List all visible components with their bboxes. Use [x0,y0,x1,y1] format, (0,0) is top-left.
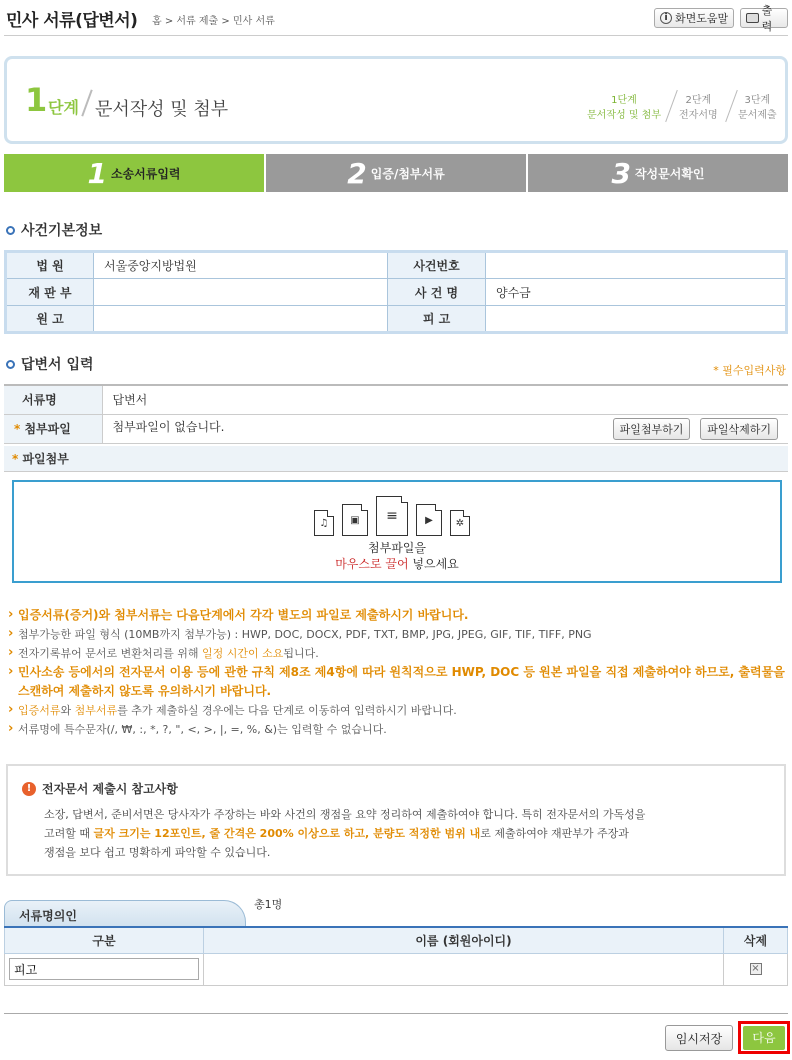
drop-zone-line1: 첨부파일을 [368,541,426,555]
mini-step-2 [679,93,718,123]
page-title: 민사 서류(답변서) [6,11,138,31]
step-divider [81,90,92,117]
table-row [5,953,788,985]
mini-step-3-num: 3단계 [744,95,771,106]
drop-zone-text [14,540,780,572]
tips-line [44,824,770,843]
next-button-highlight [738,1021,790,1054]
doc-name-label-text: 서류명 [22,393,57,408]
defendant-value [486,306,787,333]
case-name-value: 양수금 [486,279,787,306]
answer-input-heading-text: 답변서 입력 [21,357,94,373]
signer-tab[interactable]: 서류명의인 [4,900,246,926]
doc-name-value: 답변서 [102,385,788,414]
note-item: › 입증서류(증거)와 첨부서류는 다음단계에서 각각 별도의 파일로 제출하시기 바랍니다. [8,606,788,625]
required-star: * [12,452,19,466]
doc-name-label [4,385,102,414]
tab-label: 소송서류입력 [110,166,181,181]
answer-input-heading [6,354,94,374]
printer-icon [746,13,759,23]
step-number: 1 [25,81,48,119]
note-item: › 서류명에 특수문자(/, ₩, :, *, ?, ", <, >, |, =, %, &)는 입력할 수 없습니다. [8,720,788,739]
tab-number: 2 [347,156,367,190]
tips-title [22,780,770,797]
breadcrumb: 홈 > 서류 제출 > 민사 서류 [152,16,275,27]
plaintiff-value [94,306,388,333]
note-highlight: 입증서류 [18,704,61,717]
help-button[interactable] [654,8,734,28]
tab-document-input[interactable] [4,154,264,192]
division-value [94,279,388,306]
temp-save-button[interactable]: 임시저장 [665,1025,733,1051]
attach-label-text: 첨부파일 [24,422,71,436]
step-indicator [4,56,788,144]
tips-line: 쟁점을 보다 쉽고 명확하게 파악할 수 있습니다. [44,846,271,859]
tips-title-text: 전자문서 제출시 참고사항 [42,782,178,796]
file-type-icons [314,496,470,536]
col-type-header: 구분 [5,927,204,953]
step-number-label: 단계 [48,98,79,117]
note-text: 전자기록뷰어 문서로 변환처리를 위해 [18,647,199,660]
file-upload-label: 파일첨부 [22,452,69,466]
tab-label: 입증/첨부서류 [370,166,445,181]
mini-step-3 [738,93,777,123]
footer-divider [4,1013,788,1014]
signer-type-input[interactable] [9,958,199,980]
defendant-label: 피 고 [388,306,486,333]
col-delete-header: 삭제 [724,927,788,953]
tips-highlight: 글자 크기는 12포인트, 줄 간격은 200% 이상으로 하고, 분량도 적정한 범위 내 [93,827,481,840]
case-number-label: 사건번호 [388,252,486,279]
case-info-table [4,250,788,334]
tips-line: 소장, 답변서, 준비서면은 당사자가 주장하는 바와 사건의 쟁점을 요약 정리하여 제출하여야 합니다. 특히 전자문서의 가독성을 [44,808,646,821]
attach-cell [102,414,788,443]
case-info-heading [6,220,102,240]
print-label: 출력 [761,4,773,33]
instruction-notes [8,606,788,739]
mini-step-divider [725,90,738,122]
case-number-value [486,252,787,279]
delete-file-button[interactable]: 파일삭제하기 [700,418,778,440]
mini-step-2-label: 전자서명 [679,110,718,121]
name-cell [204,953,724,985]
answer-input-table [4,384,788,444]
tab-label: 작성문서확인 [634,166,705,181]
file-drop-zone[interactable] [12,480,782,583]
note-item [8,644,788,663]
bullet-icon [6,226,15,235]
tab-number: 3 [611,156,631,190]
tips-text: 고려할 때 [44,827,91,840]
required-star: * [14,422,21,436]
tab-evidence-attachments[interactable] [266,154,526,192]
note-text: 와 [60,704,72,717]
submission-tips-box [6,764,786,876]
image-file-icon: ▣ [342,504,368,536]
mini-step-1-label: 문서작성 및 첨부 [587,110,661,121]
sub-step-tabs [4,154,788,192]
tips-body [22,805,770,862]
note-item [8,701,788,720]
mini-step-3-label: 문서제출 [738,110,777,121]
signer-count: 총1명 [254,898,283,911]
type-cell [5,953,204,985]
bullet-icon [6,360,15,369]
court-value: 서울중앙지방법원 [94,252,388,279]
court-label: 법 원 [6,252,94,279]
tips-text: 로 제출하여야 재판부가 주장과 [480,827,629,840]
tab-confirm-document[interactable] [528,154,788,192]
attach-file-button[interactable]: 파일첨부하기 [613,418,691,440]
note-text: 됩니다. [283,647,319,660]
attach-label [4,414,102,443]
file-upload-row [4,446,788,472]
mini-step-1 [587,93,661,123]
note-item: › 첨부가능한 파일 형식 (10MB까지 첨부가능) : HWP, DOC, DOCX, PDF, TXT, BMP, JPG, JPEG, GIF, TIF, TIFF, PNG [8,625,788,644]
warning-icon: ! [22,782,36,796]
delete-cell [724,953,788,985]
plaintiff-label: 원 고 [6,306,94,333]
drop-zone-rest: 넣으세요 [412,557,459,571]
mini-step-2-num: 2단계 [685,95,712,106]
signer-table [4,926,788,986]
print-button[interactable] [740,4,788,33]
note-item: › 민사소송 등에서의 전자문서 이용 등에 관한 규칙 제8조 제4항에 따라 원칙적으로 HWP, DOC 등 원본 파일을 직접 제출하여야 하므로, 출력물을 스캔하여 제출하지 않도록 유의하시기 바랍니다. [8,663,788,701]
document-file-icon: ≡ [376,496,408,536]
step-title: 문서작성 및 첨부 [95,99,229,120]
case-name-label: 사 건 명 [388,279,486,306]
help-label: 화면도움말 [675,12,729,25]
attach-status: 첨부파일이 없습니다. [112,419,225,434]
audio-file-icon: ♫ [314,510,334,536]
drop-zone-line2 [14,556,780,572]
settings-file-icon: ✲ [450,510,470,536]
mini-step-divider [665,90,678,122]
tab-number: 1 [87,156,107,190]
col-name-header: 이름 (회원아이디) [204,927,724,953]
delete-checkbox-icon[interactable]: × [751,963,760,974]
video-file-icon: ▶ [416,504,442,536]
note-highlight: 첨부서류 [74,704,118,717]
case-info-heading-text: 사건기본정보 [21,223,103,239]
drop-zone-highlight: 마우스로 끌어 [335,557,409,571]
required-note: * 필수입력사항 [713,364,786,377]
next-button[interactable]: 다음 [743,1026,785,1050]
page-header [4,6,788,36]
mini-step-1-num: 1단계 [611,95,637,106]
info-icon: i [660,12,672,24]
note-text: 를 추가 제출하실 경우에는 다음 단계로 이동하여 입력하시기 바랍니다. [117,704,457,717]
note-highlight: 일정 시간이 소요 [202,647,284,660]
division-label: 재 판 부 [6,279,94,306]
